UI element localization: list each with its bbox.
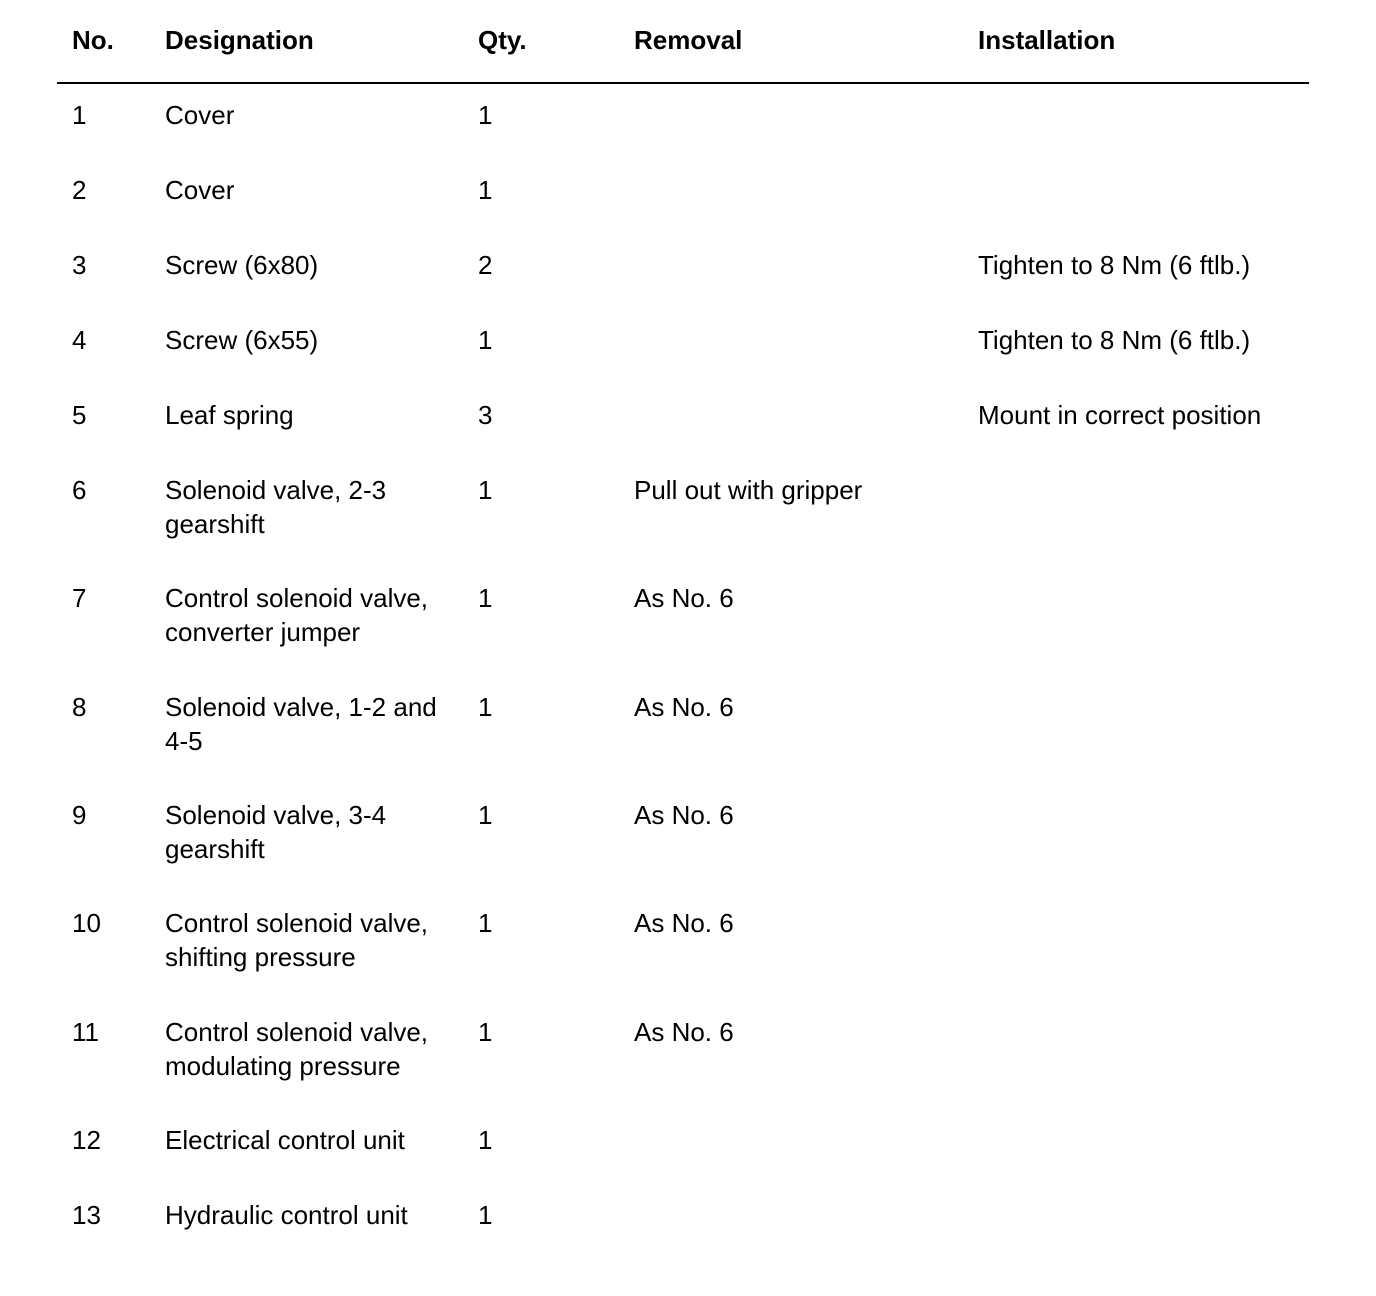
cell-qty: 1 xyxy=(478,692,493,722)
cell-no: 5 xyxy=(72,400,87,430)
cell-no: 7 xyxy=(72,583,87,613)
cell-qty: 1 xyxy=(478,175,493,205)
cell-designation: Screw (6x55) xyxy=(165,325,319,355)
cell-qty: 1 xyxy=(478,325,493,355)
cell-installation: Tighten to 8 Nm (6 ftlb.) xyxy=(978,250,1251,280)
cell-designation: Solenoid valve, 1-2 and 4-5 xyxy=(165,692,437,756)
cell-designation: Control solenoid valve, modulating pressure xyxy=(165,1017,429,1081)
header-divider xyxy=(57,82,1309,84)
cell-designation: Hydraulic control unit xyxy=(165,1200,408,1230)
cell-no: 6 xyxy=(72,475,87,505)
cell-qty: 1 xyxy=(478,1125,493,1155)
cell-no: 2 xyxy=(72,175,87,205)
header-designation: Designation xyxy=(165,25,314,55)
cell-qty: 1 xyxy=(478,1017,493,1047)
cell-qty: 1 xyxy=(478,475,493,505)
cell-no: 10 xyxy=(72,908,101,938)
cell-removal: As No. 6 xyxy=(634,1017,734,1047)
cell-no: 4 xyxy=(72,325,87,355)
cell-no: 13 xyxy=(72,1200,101,1230)
cell-designation: Cover xyxy=(165,100,235,130)
header-installation: Installation xyxy=(978,25,1116,55)
cell-no: 3 xyxy=(72,250,87,280)
cell-qty: 1 xyxy=(478,908,493,938)
cell-designation: Electrical control unit xyxy=(165,1125,405,1155)
cell-qty: 1 xyxy=(478,800,493,830)
cell-designation: Leaf spring xyxy=(165,400,294,430)
cell-removal: As No. 6 xyxy=(634,692,734,722)
cell-no: 12 xyxy=(72,1125,101,1155)
header-qty: Qty. xyxy=(478,25,527,55)
header-removal: Removal xyxy=(634,25,743,55)
cell-designation: Screw (6x80) xyxy=(165,250,319,280)
cell-removal: As No. 6 xyxy=(634,583,734,613)
cell-installation: Mount in correct position xyxy=(978,400,1262,430)
cell-designation: Control solenoid valve, shifting pressure xyxy=(165,908,429,972)
cell-no: 9 xyxy=(72,800,87,830)
cell-designation: Control solenoid valve, converter jumper xyxy=(165,583,429,647)
cell-no: 11 xyxy=(72,1017,99,1047)
table-header xyxy=(0,20,1376,60)
cell-qty: 1 xyxy=(478,1200,493,1230)
cell-designation: Solenoid valve, 2-3 gearshift xyxy=(165,475,387,539)
cell-qty: 3 xyxy=(478,400,493,430)
cell-installation: Tighten to 8 Nm (6 ftlb.) xyxy=(978,325,1251,355)
cell-designation: Cover xyxy=(165,175,235,205)
cell-designation: Solenoid valve, 3-4 gearshift xyxy=(165,800,387,864)
cell-qty: 1 xyxy=(478,583,493,613)
cell-removal: As No. 6 xyxy=(634,800,734,830)
header-no: No. xyxy=(72,25,114,55)
cell-removal: Pull out with gripper xyxy=(634,475,863,505)
cell-no: 1 xyxy=(72,100,87,130)
cell-removal: As No. 6 xyxy=(634,908,734,938)
cell-qty: 1 xyxy=(478,100,493,130)
cell-no: 8 xyxy=(72,692,87,722)
cell-qty: 2 xyxy=(478,250,493,280)
